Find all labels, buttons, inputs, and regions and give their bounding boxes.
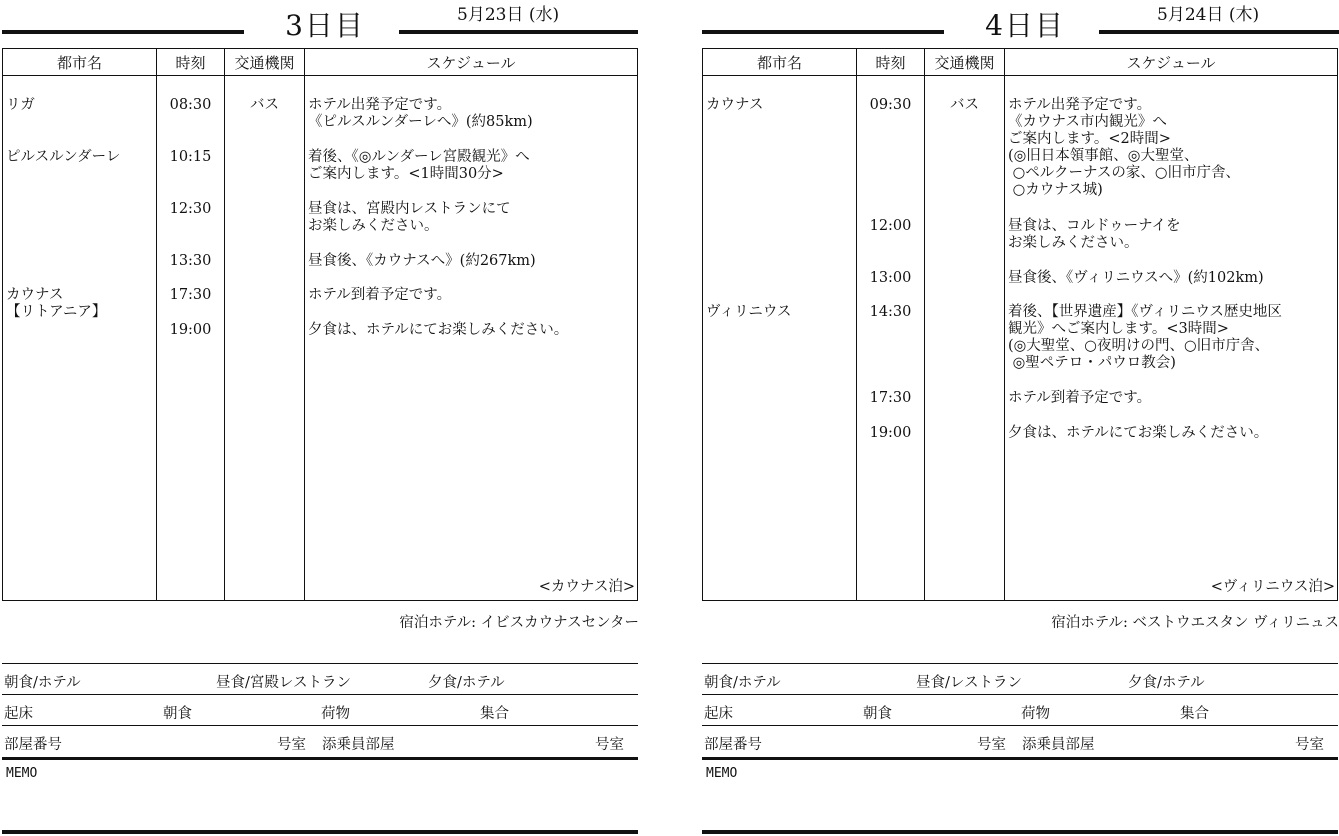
- lunch-meal: 昼食/レストラン: [916, 675, 1022, 691]
- schedule-entry: 夕食は、ホテルにてお楽しみください。: [308, 322, 569, 338]
- escort-room-suffix: 号室: [595, 737, 624, 753]
- bottom-rule: [702, 830, 1338, 834]
- schedule-table: [2, 48, 638, 601]
- meal-info: [702, 663, 1338, 758]
- time-entry: 19:00: [869, 425, 912, 441]
- schedule-entry: ホテル出発予定です。 《カウナス市内観光》へ ご案内します。<2時間> (◎旧日本領事館、◎大聖堂、 ○ペルクーナスの家、○旧市庁舎、 ○カウナス城): [1008, 97, 1241, 198]
- times-row: [702, 694, 1338, 726]
- schedule-entry: 昼食は、コルドゥーナイを お楽しみください。: [1008, 218, 1181, 251]
- room-row: [702, 725, 1338, 760]
- schedule-entry: 昼食後、《ヴィリニウスへ》(約102km): [1008, 270, 1264, 286]
- wake-label: 起床: [4, 706, 33, 722]
- schedule-column: [1005, 76, 1338, 601]
- schedule-entry: 昼食後、《カウナスへ》(約267km): [308, 253, 536, 269]
- header-city: 都市名: [3, 49, 157, 76]
- schedule-entry: 着後、【世界遺産】《ヴィリニウス歴史地区 観光》へご案内します。<3時間> (◎大聖堂、○夜明けの門、○旧市庁舎、 ◎聖ペテロ・パウロ教会): [1008, 304, 1282, 371]
- breakfast-meal: 朝食/ホテル: [704, 675, 781, 691]
- lunch-meal: 昼食/宮殿レストラン: [216, 675, 351, 691]
- times-row: [2, 694, 638, 726]
- time-entry: 10:15: [169, 149, 212, 165]
- city-entry: カウナス: [706, 97, 764, 113]
- dinner-meal: 夕食/ホテル: [428, 675, 505, 691]
- header-rule-left: [702, 30, 944, 34]
- city-column: [703, 76, 857, 601]
- time-entry: 12:30: [169, 201, 212, 217]
- escort-room-label: 添乗員部屋: [322, 737, 395, 753]
- transport-column: [925, 76, 1005, 601]
- meal-row: [2, 663, 638, 695]
- time-entry: 17:30: [169, 287, 212, 303]
- time-entry: 13:00: [869, 270, 912, 286]
- day-label: 3日目: [285, 9, 365, 42]
- schedule-table: [702, 48, 1338, 601]
- transport-column: [225, 76, 305, 601]
- time-entry: 17:30: [869, 390, 912, 406]
- transport-entry: バス: [950, 97, 979, 113]
- city-entry: リガ: [6, 97, 35, 113]
- header-rule-left: [2, 30, 244, 34]
- escort-room-label: 添乗員部屋: [1022, 737, 1095, 753]
- luggage-label: 荷物: [1021, 706, 1050, 722]
- time-column: [857, 76, 925, 601]
- time-entry: 14:30: [869, 304, 912, 320]
- time-entry: 19:00: [169, 322, 212, 338]
- city-entry: ピルスルンダーレ: [6, 149, 121, 165]
- memo-label: MEMO: [6, 766, 38, 781]
- room-number-label: 部屋番号: [4, 737, 62, 753]
- overnight-label: <ヴィリニウス泊>: [1210, 579, 1335, 595]
- city-column: [3, 76, 157, 601]
- day-page-3: [2, 0, 639, 836]
- memo-label: MEMO: [706, 766, 738, 781]
- header-city: 都市名: [703, 49, 857, 76]
- dinner-meal: 夕食/ホテル: [1128, 675, 1205, 691]
- day-label: 4日目: [985, 9, 1065, 42]
- schedule-entry: ホテル到着予定です。: [1008, 390, 1152, 406]
- meal-info: [2, 663, 638, 758]
- header-transport: 交通機関: [925, 49, 1005, 76]
- luggage-label: 荷物: [321, 706, 350, 722]
- escort-room-suffix: 号室: [1295, 737, 1324, 753]
- wake-label: 起床: [704, 706, 733, 722]
- date-label: 5月23日 (水): [457, 5, 560, 25]
- header-schedule: スケジュール: [1005, 49, 1338, 76]
- room-suffix: 号室: [977, 737, 1006, 753]
- schedule-entry: 夕食は、ホテルにてお楽しみください。: [1008, 425, 1269, 441]
- time-column: [157, 76, 225, 601]
- time-entry: 13:30: [169, 253, 212, 269]
- room-suffix: 号室: [277, 737, 306, 753]
- date-label: 5月24日 (木): [1157, 5, 1260, 25]
- header-time: 時刻: [857, 49, 925, 76]
- meal-row: [702, 663, 1338, 695]
- header-transport: 交通機関: [225, 49, 305, 76]
- room-row: [2, 725, 638, 760]
- bottom-rule: [2, 830, 638, 834]
- transport-entry: バス: [250, 97, 279, 113]
- breakfast-time-label: 朝食: [863, 706, 892, 722]
- room-number-label: 部屋番号: [704, 737, 762, 753]
- meet-label: 集合: [1180, 706, 1209, 722]
- header-time: 時刻: [157, 49, 225, 76]
- header-schedule: スケジュール: [305, 49, 638, 76]
- time-entry: 08:30: [169, 97, 212, 113]
- time-entry: 09:30: [869, 97, 912, 113]
- breakfast-meal: 朝食/ホテル: [4, 675, 81, 691]
- city-entry: ヴィリニウス: [706, 304, 792, 320]
- schedule-entry: ホテル出発予定です。 《ピルスルンダーレへ》(約85km): [308, 97, 533, 130]
- schedule-entry: ホテル到着予定です。: [308, 287, 452, 303]
- day-page-4: [702, 0, 1339, 836]
- header-rule-right: [399, 30, 638, 34]
- hotel-label: 宿泊ホテル: ベストウエスタン ヴィリニュス: [1051, 615, 1339, 631]
- schedule-entry: 昼食は、宮殿内レストランにて お楽しみください。: [308, 201, 511, 234]
- meet-label: 集合: [480, 706, 509, 722]
- city-entry: カウナス 【リトアニア】: [6, 287, 107, 320]
- breakfast-time-label: 朝食: [163, 706, 192, 722]
- schedule-column: [305, 76, 638, 601]
- time-entry: 12:00: [869, 218, 912, 234]
- header-rule-right: [1099, 30, 1339, 34]
- schedule-entry: 着後、《◎ルンダーレ宮殿観光》へ ご案内します。<1時間30分>: [308, 149, 530, 182]
- hotel-label: 宿泊ホテル: イビスカウナスセンター: [399, 615, 639, 631]
- overnight-label: <カウナス泊>: [538, 579, 635, 595]
